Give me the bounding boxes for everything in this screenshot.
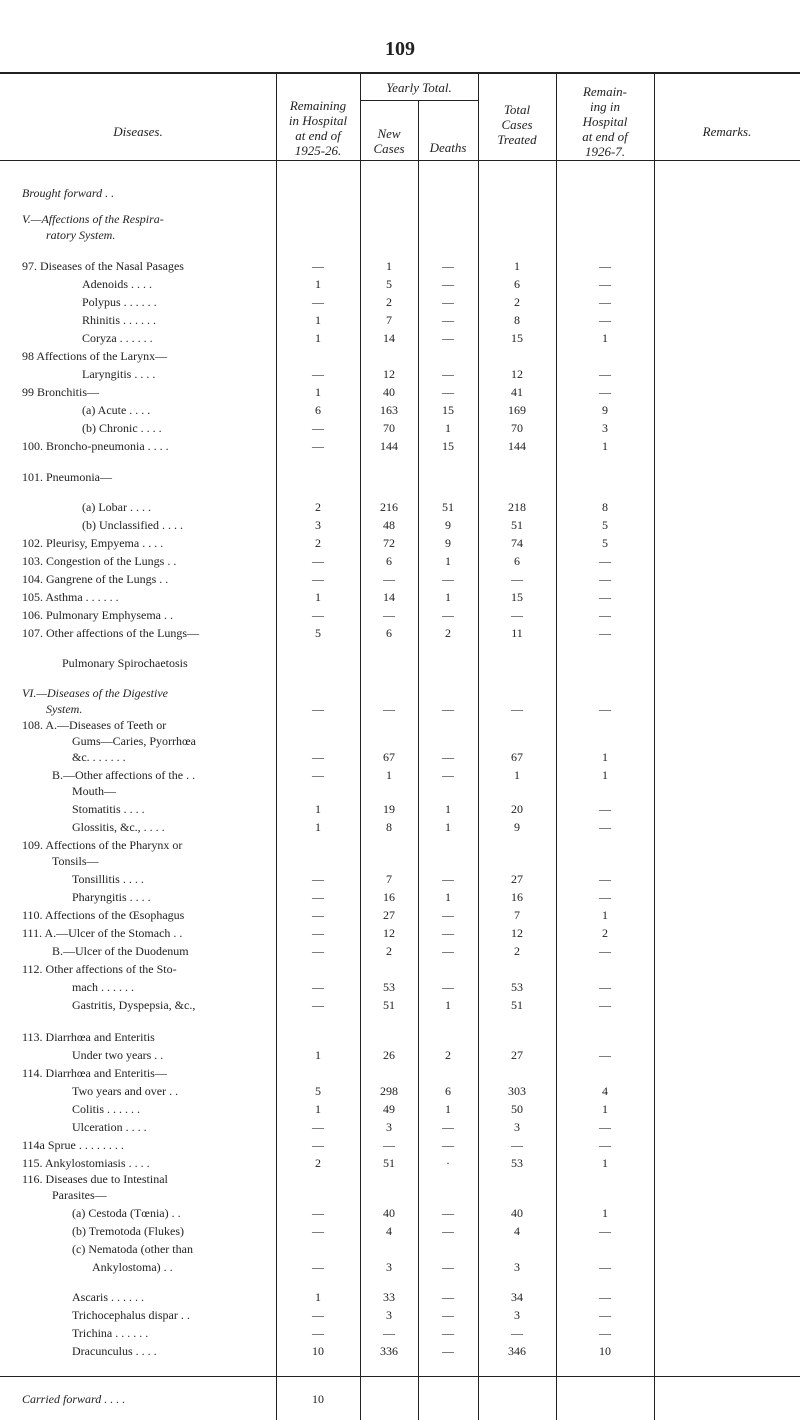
- cell-remaining-end: 2: [602, 926, 608, 940]
- cell-remaining-end: —: [599, 626, 611, 640]
- cell-new-cases: 8: [386, 820, 392, 834]
- cell-new-cases: 4: [386, 1224, 392, 1238]
- disease-label: 100. Broncho-pneumonia . . . .: [22, 439, 169, 453]
- cell-deaths: ·: [446, 1156, 450, 1170]
- cell-deaths: —: [442, 1206, 454, 1220]
- cell-new-cases: 16: [383, 890, 395, 904]
- cell-new-cases: 3: [386, 1260, 392, 1274]
- disease-label: 116. Diseases due to Intestinal: [22, 1172, 168, 1186]
- cell-deaths: —: [442, 1344, 454, 1358]
- disease-label: Rhinitis . . . . . .: [82, 313, 157, 327]
- cell-remaining-end: 9: [602, 403, 608, 417]
- cell-remaining-start: —: [312, 908, 324, 922]
- cell-total-treated: 15: [511, 331, 523, 345]
- top-rule: [0, 72, 800, 74]
- cell-remaining-end: —: [599, 1308, 611, 1322]
- cell-new-cases: 1: [386, 259, 392, 273]
- cell-remaining-start: 2: [315, 500, 321, 514]
- cell-deaths: —: [442, 980, 454, 994]
- cell-new-cases: —: [383, 1138, 395, 1152]
- cell-new-cases: —: [383, 608, 395, 622]
- cell-new-cases: 40: [383, 1206, 395, 1220]
- cell-total-treated: 74: [511, 536, 523, 550]
- cell-remaining-end: —: [599, 1326, 611, 1340]
- cell-remaining-start: 1: [315, 313, 321, 327]
- cell-new-cases: 298: [380, 1084, 398, 1098]
- cell-deaths: —: [442, 608, 454, 622]
- cell-new-cases: 51: [383, 1156, 395, 1170]
- disease-label: mach . . . . . .: [72, 980, 134, 994]
- page-number: 109: [385, 38, 415, 60]
- disease-label: Tonsillitis . . . .: [72, 872, 144, 886]
- disease-label: 114. Diarrhœa and Enteritis—: [22, 1066, 167, 1080]
- cell-total-treated: 6: [514, 554, 520, 568]
- cell-deaths: —: [442, 768, 454, 782]
- cell-total-treated: —: [511, 608, 523, 622]
- disease-label: Ulceration . . . .: [72, 1120, 147, 1134]
- cell-remaining-end: 1: [602, 1156, 608, 1170]
- cell-remaining-end: —: [599, 295, 611, 309]
- disease-label: &c. . . . . . .: [72, 750, 126, 764]
- cell-new-cases: 7: [386, 313, 392, 327]
- cell-new-cases: 5: [386, 277, 392, 291]
- cell-remaining-start: —: [312, 890, 324, 904]
- cell-total-treated: 15: [511, 590, 523, 604]
- cell-total-treated: 4: [514, 1224, 520, 1238]
- disease-label: 113. Diarrhœa and Enteritis: [22, 1030, 155, 1044]
- cell-remaining-start: 1: [315, 1290, 321, 1304]
- cell-remaining-start: 5: [315, 626, 321, 640]
- cell-remaining-start: —: [312, 367, 324, 381]
- disease-label: Carried forward . . . .: [22, 1392, 126, 1406]
- disease-label: Brought forward . .: [22, 186, 115, 200]
- disease-label: System.: [46, 702, 83, 716]
- disease-label: Two years and over . .: [72, 1084, 179, 1098]
- header-remaining-start: Remaining in Hospital at end of 1925-26.: [288, 98, 348, 158]
- cell-deaths: 1: [445, 820, 451, 834]
- cell-remaining-start: —: [312, 295, 324, 309]
- cell-total-treated: 144: [508, 439, 526, 453]
- cell-remaining-end: —: [599, 702, 611, 716]
- cell-new-cases: 6: [386, 626, 392, 640]
- cell-new-cases: 53: [383, 980, 395, 994]
- yearly-total-rule: [360, 100, 478, 101]
- cell-deaths: —: [442, 259, 454, 273]
- cell-total-treated: 218: [508, 500, 526, 514]
- cell-remaining-end: —: [599, 1120, 611, 1134]
- disease-label: 112. Other affections of the Sto-: [22, 962, 177, 976]
- cell-total-treated: 3: [514, 1120, 520, 1134]
- cell-deaths: —: [442, 572, 454, 586]
- disease-label: 115. Ankylostomiasis . . . .: [22, 1156, 150, 1170]
- cell-remaining-end: —: [599, 385, 611, 399]
- cell-new-cases: 163: [380, 403, 398, 417]
- cell-remaining-end: —: [599, 944, 611, 958]
- cell-new-cases: —: [383, 1326, 395, 1340]
- cell-deaths: —: [442, 295, 454, 309]
- disease-label: B.—Ulcer of the Duodenum: [52, 944, 189, 958]
- cell-deaths: 9: [445, 536, 451, 550]
- cell-deaths: 6: [445, 1084, 451, 1098]
- cell-total-treated: 9: [514, 820, 520, 834]
- cell-deaths: —: [442, 1326, 454, 1340]
- disease-label: 105. Asthma . . . . . .: [22, 590, 119, 604]
- cell-deaths: 1: [445, 802, 451, 816]
- cell-remaining-end: 5: [602, 536, 608, 550]
- disease-label: Laryngitis . . . .: [82, 367, 156, 381]
- cell-total-treated: —: [511, 1326, 523, 1340]
- cell-new-cases: 1: [386, 768, 392, 782]
- cell-new-cases: 19: [383, 802, 395, 816]
- cell-remaining-end: 1: [602, 331, 608, 345]
- cell-new-cases: 14: [383, 331, 395, 345]
- cell-total-treated: 50: [511, 1102, 523, 1116]
- cell-deaths: 2: [445, 626, 451, 640]
- cell-remaining-end: —: [599, 998, 611, 1012]
- cell-total-treated: 11: [511, 626, 523, 640]
- disease-label: Polypus . . . . . .: [82, 295, 157, 309]
- cell-deaths: 1: [445, 554, 451, 568]
- cell-deaths: —: [442, 872, 454, 886]
- disease-label: 107. Other affections of the Lungs—: [22, 626, 200, 640]
- cell-total-treated: 3: [514, 1308, 520, 1322]
- header-rule: [0, 160, 800, 161]
- cell-remaining-end: 5: [602, 518, 608, 532]
- disease-label: Glossitis, &c., . . . .: [72, 820, 165, 834]
- cell-deaths: 1: [445, 1102, 451, 1116]
- header-new-cases: New Cases: [373, 126, 405, 156]
- disease-label: (c) Nematoda (other than: [72, 1242, 193, 1256]
- cell-remaining-end: 1: [602, 750, 608, 764]
- cell-new-cases: 48: [383, 518, 395, 532]
- disease-label: V.—Affections of the Respira-: [22, 212, 164, 226]
- disease-label: 110. Affections of the Œsophagus: [22, 908, 185, 922]
- cell-deaths: —: [442, 926, 454, 940]
- cell-remaining-start: 3: [315, 518, 321, 532]
- cell-remaining-start: 10: [312, 1392, 324, 1406]
- cell-remaining-end: —: [599, 367, 611, 381]
- cell-remaining-start: 1: [315, 1048, 321, 1062]
- cell-deaths: —: [442, 908, 454, 922]
- cell-remaining-end: —: [599, 1138, 611, 1152]
- header-deaths: Deaths: [429, 140, 467, 155]
- cell-total-treated: 2: [514, 295, 520, 309]
- disease-label: 114a Sprue . . . . . . . .: [22, 1138, 124, 1152]
- cell-total-treated: 6: [514, 277, 520, 291]
- cell-remaining-start: 1: [315, 277, 321, 291]
- disease-label: Trichina . . . . . .: [72, 1326, 149, 1340]
- cell-new-cases: 49: [383, 1102, 395, 1116]
- disease-label: Tonsils—: [52, 854, 99, 868]
- cell-remaining-end: —: [599, 259, 611, 273]
- cell-total-treated: —: [511, 572, 523, 586]
- cell-deaths: —: [442, 1120, 454, 1134]
- cell-remaining-start: 6: [315, 403, 321, 417]
- cell-total-treated: 20: [511, 802, 523, 816]
- cell-remaining-start: —: [312, 1308, 324, 1322]
- bottom-rule: [0, 1376, 800, 1377]
- cell-remaining-end: 1: [602, 768, 608, 782]
- cell-total-treated: 1: [514, 768, 520, 782]
- disease-label: Mouth—: [72, 784, 117, 798]
- cell-remaining-start: —: [312, 259, 324, 273]
- disease-label: 111. A.—Ulcer of the Stomach . .: [22, 926, 183, 940]
- cell-remaining-start: —: [312, 1120, 324, 1134]
- cell-deaths: 1: [445, 421, 451, 435]
- disease-label: (b) Tremotoda (Flukes): [72, 1224, 184, 1238]
- header-yearly-total: Yearly Total.: [386, 80, 452, 95]
- cell-total-treated: 1: [514, 259, 520, 273]
- cell-total-treated: 27: [511, 872, 523, 886]
- cell-total-treated: 34: [511, 1290, 523, 1304]
- cell-remaining-start: —: [312, 1326, 324, 1340]
- cell-remaining-start: 5: [315, 1084, 321, 1098]
- cell-remaining-start: 10: [312, 1344, 324, 1358]
- cell-total-treated: 40: [511, 1206, 523, 1220]
- cell-remaining-end: —: [599, 1224, 611, 1238]
- cell-new-cases: 6: [386, 554, 392, 568]
- cell-deaths: —: [442, 331, 454, 345]
- cell-remaining-start: —: [312, 926, 324, 940]
- cell-remaining-start: 1: [315, 820, 321, 834]
- disease-label: Gums—Caries, Pyorrhœa: [72, 734, 196, 748]
- disease-label: 99 Bronchitis—: [22, 385, 99, 399]
- cell-deaths: 2: [445, 1048, 451, 1062]
- cell-remaining-end: —: [599, 313, 611, 327]
- cell-total-treated: 346: [508, 1344, 526, 1358]
- cell-remaining-start: —: [312, 872, 324, 886]
- cell-deaths: 51: [442, 500, 454, 514]
- disease-label: 102. Pleurisy, Empyema . . . .: [22, 536, 164, 550]
- disease-label: 109. Affections of the Pharynx or: [22, 838, 183, 852]
- cell-new-cases: 216: [380, 500, 398, 514]
- disease-label: (b) Unclassified . . . .: [82, 518, 183, 532]
- disease-label: Ascaris . . . . . .: [72, 1290, 144, 1304]
- cell-new-cases: 144: [380, 439, 398, 453]
- cell-deaths: 1: [445, 890, 451, 904]
- cell-new-cases: 51: [383, 998, 395, 1012]
- disease-label: 97. Diseases of the Nasal Pasages: [22, 259, 184, 273]
- cell-remaining-start: —: [312, 1138, 324, 1152]
- disease-label: ratory System.: [46, 228, 116, 242]
- disease-label: (a) Lobar . . . .: [82, 500, 151, 514]
- header-total-treated: Total Cases Treated: [497, 102, 537, 147]
- cell-deaths: 15: [442, 439, 454, 453]
- cell-deaths: —: [442, 313, 454, 327]
- disease-label: Adenoids . . . .: [82, 277, 152, 291]
- cell-remaining-end: 1: [602, 908, 608, 922]
- cell-remaining-end: —: [599, 554, 611, 568]
- disease-label: Gastritis, Dyspepsia, &c.,: [72, 998, 196, 1012]
- cell-remaining-end: —: [599, 590, 611, 604]
- cell-new-cases: 33: [383, 1290, 395, 1304]
- cell-deaths: —: [442, 385, 454, 399]
- header-remaining-end: Remain- ing in Hospital at end of 1926-7.: [582, 84, 628, 159]
- cell-new-cases: —: [383, 572, 395, 586]
- cell-remaining-end: 4: [602, 1084, 608, 1098]
- cell-remaining-end: —: [599, 608, 611, 622]
- cell-total-treated: 3: [514, 1260, 520, 1274]
- disease-label: VI.—Diseases of the Digestive: [22, 686, 168, 700]
- cell-new-cases: 12: [383, 926, 395, 940]
- cell-remaining-end: 1: [602, 1102, 608, 1116]
- cell-remaining-start: 1: [315, 1102, 321, 1116]
- cell-remaining-end: —: [599, 572, 611, 586]
- cell-remaining-start: —: [312, 980, 324, 994]
- disease-label: (b) Chronic . . . .: [82, 421, 162, 435]
- cell-deaths: —: [442, 1224, 454, 1238]
- disease-label: Parasites—: [52, 1188, 107, 1202]
- cell-new-cases: 336: [380, 1344, 398, 1358]
- cell-remaining-end: —: [599, 1290, 611, 1304]
- cell-remaining-start: —: [312, 944, 324, 958]
- cell-remaining-start: 1: [315, 590, 321, 604]
- cell-deaths: 9: [445, 518, 451, 532]
- cell-remaining-end: 10: [599, 1344, 611, 1358]
- cell-remaining-start: —: [312, 1206, 324, 1220]
- disease-label: 103. Congestion of the Lungs . .: [22, 554, 177, 568]
- cell-remaining-start: —: [312, 608, 324, 622]
- cell-new-cases: 14: [383, 590, 395, 604]
- cell-total-treated: 53: [511, 980, 523, 994]
- col-rule-6: [654, 74, 655, 1420]
- cell-total-treated: 16: [511, 890, 523, 904]
- disease-label: Pulmonary Spirochaetosis: [62, 656, 188, 670]
- cell-remaining-start: —: [312, 750, 324, 764]
- cell-total-treated: 51: [511, 998, 523, 1012]
- cell-remaining-end: —: [599, 890, 611, 904]
- disease-label: 108. A.—Diseases of Teeth or: [22, 718, 167, 732]
- cell-remaining-end: —: [599, 277, 611, 291]
- cell-total-treated: 7: [514, 908, 520, 922]
- cell-total-treated: —: [511, 1138, 523, 1152]
- cell-new-cases: 27: [383, 908, 395, 922]
- cell-total-treated: 169: [508, 403, 526, 417]
- disease-label: 104. Gangrene of the Lungs . .: [22, 572, 169, 586]
- cell-deaths: 15: [442, 403, 454, 417]
- cell-remaining-start: —: [312, 1260, 324, 1274]
- header-remarks: Remarks.: [702, 124, 752, 139]
- cell-remaining-start: —: [312, 998, 324, 1012]
- cell-remaining-end: 1: [602, 1206, 608, 1220]
- header-diseases: Diseases.: [113, 124, 163, 139]
- cell-new-cases: 7: [386, 872, 392, 886]
- cell-remaining-end: 8: [602, 500, 608, 514]
- cell-new-cases: 70: [383, 421, 395, 435]
- cell-total-treated: 70: [511, 421, 523, 435]
- disease-label: Under two years . .: [72, 1048, 164, 1062]
- cell-total-treated: 41: [511, 385, 523, 399]
- disease-label: Colitis . . . . . .: [72, 1102, 141, 1116]
- disease-label: Pharyngitis . . . .: [72, 890, 151, 904]
- cell-remaining-start: —: [312, 421, 324, 435]
- cell-total-treated: —: [511, 702, 523, 716]
- cell-remaining-end: —: [599, 980, 611, 994]
- cell-total-treated: 8: [514, 313, 520, 327]
- cell-remaining-start: —: [312, 1224, 324, 1238]
- disease-label: Trichocephalus dispar . .: [72, 1308, 190, 1322]
- cell-remaining-start: —: [312, 702, 324, 716]
- disease-label: Dracunculus . . . .: [72, 1344, 157, 1358]
- cell-remaining-start: 1: [315, 385, 321, 399]
- disease-label: Coryza . . . . . .: [82, 331, 153, 345]
- cell-new-cases: —: [383, 702, 395, 716]
- cell-remaining-start: —: [312, 768, 324, 782]
- cell-deaths: —: [442, 1138, 454, 1152]
- cell-remaining-start: 1: [315, 331, 321, 345]
- cell-remaining-end: —: [599, 1260, 611, 1274]
- cell-remaining-start: 2: [315, 536, 321, 550]
- cell-deaths: —: [442, 1260, 454, 1274]
- cell-deaths: —: [442, 1308, 454, 1322]
- cell-total-treated: 303: [508, 1084, 526, 1098]
- cell-deaths: —: [442, 277, 454, 291]
- disease-label: 98 Affections of the Larynx—: [22, 349, 168, 363]
- cell-deaths: —: [442, 702, 454, 716]
- cell-new-cases: 3: [386, 1120, 392, 1134]
- cell-new-cases: 12: [383, 367, 395, 381]
- cell-deaths: 1: [445, 590, 451, 604]
- cell-total-treated: 51: [511, 518, 523, 532]
- cell-remaining-end: —: [599, 1048, 611, 1062]
- cell-new-cases: 3: [386, 1308, 392, 1322]
- cell-new-cases: 72: [383, 536, 395, 550]
- cell-total-treated: 12: [511, 367, 523, 381]
- cell-new-cases: 2: [386, 295, 392, 309]
- disease-label: B.—Other affections of the . .: [52, 768, 196, 782]
- cell-remaining-end: —: [599, 872, 611, 886]
- cell-deaths: —: [442, 944, 454, 958]
- cell-remaining-end: 1: [602, 439, 608, 453]
- disease-label: 101. Pneumonia—: [22, 470, 112, 484]
- cell-remaining-start: —: [312, 554, 324, 568]
- cell-deaths: 1: [445, 998, 451, 1012]
- cell-remaining-start: —: [312, 572, 324, 586]
- disease-label: (a) Acute . . . .: [82, 403, 151, 417]
- cell-total-treated: 67: [511, 750, 523, 764]
- cell-total-treated: 27: [511, 1048, 523, 1062]
- disease-label: Stomatitis . . . .: [72, 802, 145, 816]
- disease-label: (a) Cestoda (Tœnia) . .: [72, 1206, 181, 1220]
- cell-deaths: —: [442, 367, 454, 381]
- disease-label: 106. Pulmonary Emphysema . .: [22, 608, 173, 622]
- cell-remaining-end: 3: [602, 421, 608, 435]
- disease-label: Ankylostoma) . .: [92, 1260, 173, 1274]
- cell-new-cases: 40: [383, 385, 395, 399]
- cell-new-cases: 26: [383, 1048, 395, 1062]
- cell-new-cases: 67: [383, 750, 395, 764]
- cell-deaths: —: [442, 750, 454, 764]
- cell-deaths: —: [442, 1290, 454, 1304]
- cell-total-treated: 53: [511, 1156, 523, 1170]
- cell-remaining-end: —: [599, 802, 611, 816]
- cell-total-treated: 12: [511, 926, 523, 940]
- cell-remaining-start: —: [312, 439, 324, 453]
- cell-new-cases: 2: [386, 944, 392, 958]
- cell-remaining-end: —: [599, 820, 611, 834]
- cell-remaining-start: 1: [315, 802, 321, 816]
- cell-total-treated: 2: [514, 944, 520, 958]
- cell-remaining-start: 2: [315, 1156, 321, 1170]
